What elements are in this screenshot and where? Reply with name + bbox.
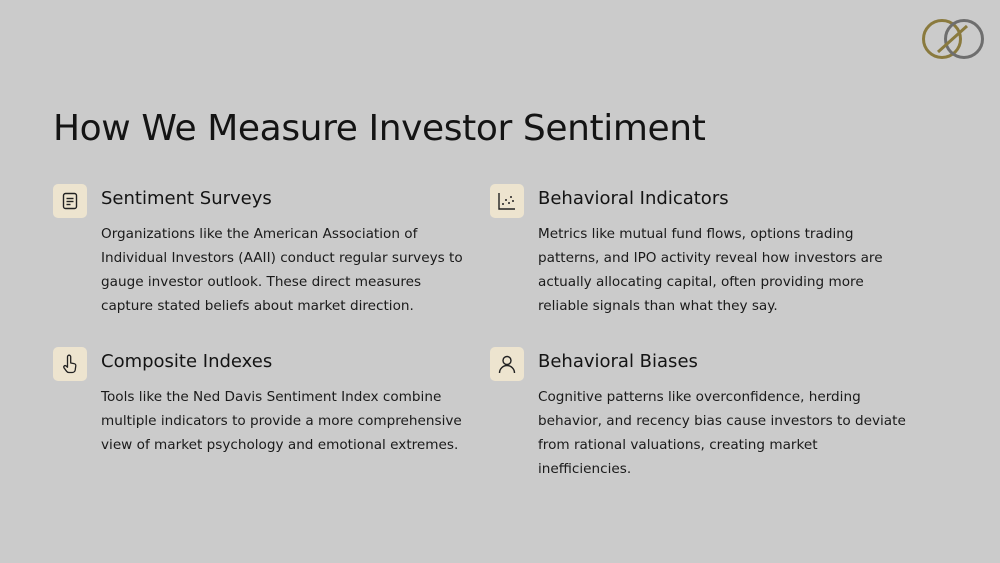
card-description: Organizations like the American Association of Individual Investors (AAII) conduct regular surveys to gauge investor outlook. These direct measures capture stated beliefs about market direction. — [101, 226, 463, 314]
card-description: Metrics like mutual fund flows, options trading patterns, and IPO activity reveal how investors are actually allocating capital, often providing more reliable signals than what they say. — [538, 226, 883, 314]
card-title: Sentiment Surveys — [101, 188, 272, 209]
document-icon — [53, 184, 87, 218]
logo-icon — [920, 14, 988, 64]
card-description: Cognitive patterns like overconfidence, herding behavior, and recency bias cause investors to deviate from rational valuations, creating market inefficiencies. — [538, 389, 906, 477]
card-title: Behavioral Biases — [538, 351, 698, 372]
card-description: Tools like the Ned Davis Sentiment Index combine multiple indicators to provide a more comprehensive view of market psychology and emotional extremes. — [101, 389, 462, 453]
scatter-chart-icon — [490, 184, 524, 218]
person-icon — [490, 347, 524, 381]
page-title: How We Measure Investor Sentiment — [53, 108, 706, 149]
card-title: Composite Indexes — [101, 351, 273, 372]
pointing-hand-icon — [53, 347, 87, 381]
card-title: Behavioral Indicators — [538, 188, 729, 209]
